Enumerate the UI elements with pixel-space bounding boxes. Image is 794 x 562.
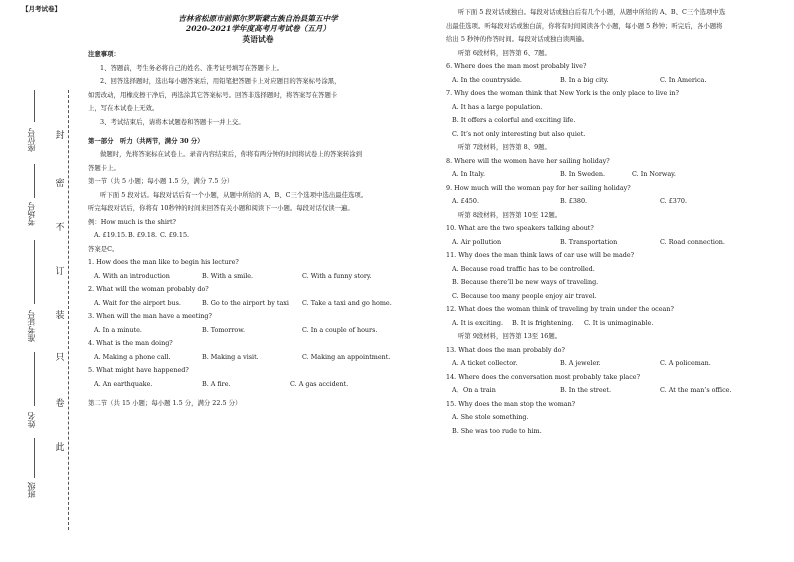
question-5-option-c: C. A gas accident.	[290, 379, 349, 388]
question-12-option-a: A. It is exciting.	[452, 318, 504, 327]
example-question: 例：How much is the shirt?	[88, 217, 176, 226]
question-2-option-a: A. Wait for the airport bus.	[94, 298, 181, 307]
question-5-options	[88, 380, 428, 388]
question-13-option-c: C. A policeman.	[660, 359, 711, 367]
question-14-option-a: A．On a train	[452, 386, 496, 394]
question-7-option-b: B. It offers a colorful and exciting life.	[452, 116, 576, 124]
question-14: 14. Where does the conversation most probably take place?	[446, 372, 640, 381]
section2-instruction-1: 听下面 5 段对话或独白。每段对话或独白后有几个小题，从题中所给的 A、B、C三个选项中选	[458, 8, 726, 16]
binding-char-3: 不	[55, 223, 65, 233]
material-7-heading: 听第 7段材料，回答第 8、9题。	[458, 143, 551, 151]
question-9-option-c: C. £370.	[660, 197, 688, 205]
name-label: 姓名	[27, 412, 36, 428]
question-5-option-a: A. An earthquake.	[94, 379, 153, 388]
room-number-label: 考场号	[27, 202, 36, 226]
section2-title: 第二节（共 15 小题；每小题 1.5 分，满分 22.5 分）	[88, 398, 242, 407]
question-5: 5. What might have happened?	[88, 366, 189, 375]
question-7-option-c: C. It’s not only interesting but also quiet.	[452, 129, 586, 138]
example-option-c: C. £9.15.	[160, 231, 190, 240]
binding-char-7: 卷	[55, 399, 65, 409]
question-4-option-c: C. Making an appointment.	[302, 352, 391, 361]
binding-dashed-line	[68, 90, 69, 530]
question-12-option-c: C. It is unimaginable.	[584, 318, 654, 327]
question-11-option-b: B. Because there’ll be new ways of traveling.	[452, 278, 599, 286]
question-15-option-b: B. She was too rude to him.	[452, 426, 542, 435]
material-6-heading: 听第 6段材料，回答第 6、7题。	[458, 48, 551, 57]
section1-title: 第一节（共 5 小题；每小题 1.5 分，满分 7.5 分）	[88, 177, 234, 186]
question-1-option-a: A. With an introduction	[94, 271, 170, 280]
question-10-options	[446, 238, 781, 246]
notice-1: 1、答题前，考生务必将自己的姓名、准考证号填写在答题卡上。	[100, 63, 284, 72]
section1-instruction-1: 听下面 5 段对话。每段对话后有一个小题，从题中所给的 A、B、C三个选项中选出最佳选项。	[100, 190, 368, 199]
example-option-b: B. £9.18.	[128, 231, 158, 240]
binding-margin	[20, 90, 90, 530]
binding-char-4: 订	[55, 267, 65, 277]
question-8-options	[446, 170, 781, 178]
binding-char-6: 只	[55, 353, 65, 363]
question-4-option-a: A. Making a phone call.	[94, 352, 171, 361]
question-12: 12. What does the woman think of traveling by train under the ocean?	[446, 305, 674, 313]
question-3-option-b: B. Tomorrow.	[202, 325, 245, 334]
question-4: 4. What is the man doing?	[88, 339, 173, 348]
question-6-option-c: C. In America.	[660, 75, 707, 84]
admission-number-line	[34, 240, 35, 304]
notice-3: 3、考试结束后，请将本试题卷和答题卡一并上交。	[100, 117, 245, 126]
section2-instruction-2: 出最佳选项。听每段对话或独白前，你将有时间阅读各个小题，每小题 5 秒钟；听完后，各小题将	[446, 21, 723, 30]
example-options	[88, 231, 428, 239]
question-3-option-a: A. In a minute.	[94, 325, 142, 334]
question-6-options	[446, 76, 781, 84]
question-13-options	[446, 359, 781, 367]
notice-2-line-2: 如需改动，用橡皮擦干净后，再选涂其它答案标号。回答非选择题时，将答案写在答题卡	[88, 90, 338, 99]
question-3-options	[88, 326, 428, 334]
question-14-options	[446, 386, 781, 394]
room-number-line	[34, 164, 35, 198]
question-6-option-b: B. In a big city.	[560, 75, 609, 84]
class-label: 班级	[27, 482, 36, 498]
question-6-option-a: A. In the countryside.	[452, 75, 522, 84]
question-3: 3. When will the man have a meeting?	[88, 312, 212, 321]
question-6: 6. Where does the man most probably live?	[446, 62, 587, 70]
binding-char-5: 装	[55, 311, 65, 321]
question-8: 8. Where will the women have her sailing holiday?	[446, 156, 610, 165]
part1-instruction-2: 答题卡上。	[88, 163, 120, 172]
question-7-option-a: A. It has a large population.	[452, 102, 543, 111]
question-7: 7. Why does the woman think that New York is the only place to live in?	[446, 89, 679, 97]
question-13-option-b: B. A jeweler.	[560, 359, 601, 367]
binding-char-2: 密	[55, 179, 65, 189]
question-8-option-c: C. In Norway.	[632, 170, 676, 178]
question-9-options	[446, 197, 781, 205]
question-5-option-b: B. A fire.	[202, 379, 231, 388]
binding-char-1: 封	[55, 131, 65, 141]
question-2-option-c: C. Take a taxi and go home.	[302, 298, 392, 307]
material-9-heading: 听第 9段材料，回答第 13至 16题。	[458, 332, 562, 340]
binding-char-8: 此	[55, 443, 65, 453]
question-11-option-a: A. Because road traffic has to be controlled.	[452, 264, 595, 273]
question-13-option-a: A. A ticket collector.	[452, 359, 518, 367]
question-11: 11. Why does the man think laws of car use will be made?	[446, 251, 635, 259]
question-8-option-a: A. In Italy.	[452, 170, 486, 178]
section2-instruction-3: 给出 5 秒钟的作答时间。每段对话或独白读两遍。	[446, 35, 589, 43]
question-2-options	[88, 299, 428, 307]
question-2: 2. What will the woman probably do?	[88, 285, 209, 294]
right-column	[446, 8, 781, 435]
exam-title-line-1: 吉林省松原市前郭尔罗斯蒙古族自治县第五中学	[178, 13, 338, 23]
seat-number-line	[34, 90, 35, 122]
section1-instruction-2: 听完每段对话后，你将有 10秒钟的时间来回答有关小题和阅读下一小题。每段对话仅读一遍。	[88, 204, 354, 213]
question-12-options	[446, 319, 781, 327]
question-8-option-b: B. In Sweden.	[560, 170, 606, 178]
question-2-option-b: B. Go to the airport by taxi	[202, 298, 289, 307]
exam-title-line-2: 2020-2021学年度高考月考试卷（五月）	[185, 23, 331, 33]
question-15: 15. Why does the man stop the woman?	[446, 399, 576, 408]
exam-title	[88, 14, 428, 35]
notice-title: 注意事项：	[88, 50, 120, 59]
question-9: 9. How much will the woman pay for her sailing holiday?	[446, 183, 631, 192]
question-11-option-c: C. Because too many people enjoy air travel.	[452, 291, 597, 300]
example-option-a: A. £19.15.	[94, 231, 128, 240]
question-4-options	[88, 353, 428, 361]
question-10-option-a: A. Air pollution	[452, 237, 502, 246]
material-8-heading: 听第 8段材料，回答第 10至 12题。	[458, 210, 562, 219]
part1-title: 第一部分 听力（共两节，满分 30 分）	[88, 136, 204, 145]
left-column	[88, 8, 428, 407]
class-line	[34, 438, 35, 478]
question-1-options	[88, 272, 428, 280]
question-14-option-c: C. At the man’s office.	[660, 386, 732, 394]
question-1: 1. How does the man like to begin his lecture?	[88, 258, 239, 267]
name-line	[34, 352, 35, 406]
question-12-option-b: B. It is frightening.	[512, 318, 574, 327]
example-answer: 答案是C。	[88, 244, 119, 253]
question-15-option-a: A. She stole something.	[452, 413, 529, 421]
notice-2-line-1: 2、回答选择题时，选出每小题答案后，用铅笔把答题卡上对应题目的答案标号涂黑，	[100, 77, 341, 86]
question-3-option-c: C. In a couple of hours.	[302, 325, 378, 334]
notice-2-line-3: 上，写在本试卷上无效。	[88, 104, 159, 113]
seat-number-label: 座位号	[27, 128, 36, 152]
question-13: 13. What does the man probably do?	[446, 345, 565, 354]
part1-instruction-1: 做题时，先将答案标在试卷上。录音内容结束后，你将有两分钟的时间将试卷上的答案转涂到	[100, 150, 363, 159]
question-10-option-c: C. Road connection.	[660, 237, 725, 246]
question-9-option-a: A. £450.	[452, 197, 479, 205]
question-9-option-b: B. £380.	[560, 197, 588, 205]
admission-number-label: 准考证号	[27, 310, 36, 342]
question-1-option-c: C. With a funny story.	[302, 271, 372, 280]
question-14-option-b: B. In the street.	[560, 386, 611, 394]
question-10-option-b: B. Transportation	[560, 237, 618, 246]
question-1-option-b: B. With a smile.	[202, 271, 254, 280]
question-10: 10. What are the two speakers talking about?	[446, 224, 594, 232]
exam-tag: 【月考试卷】	[22, 5, 61, 13]
exam-subtitle: 英语试卷	[242, 35, 274, 44]
question-4-option-b: B. Making a visit.	[202, 352, 259, 361]
